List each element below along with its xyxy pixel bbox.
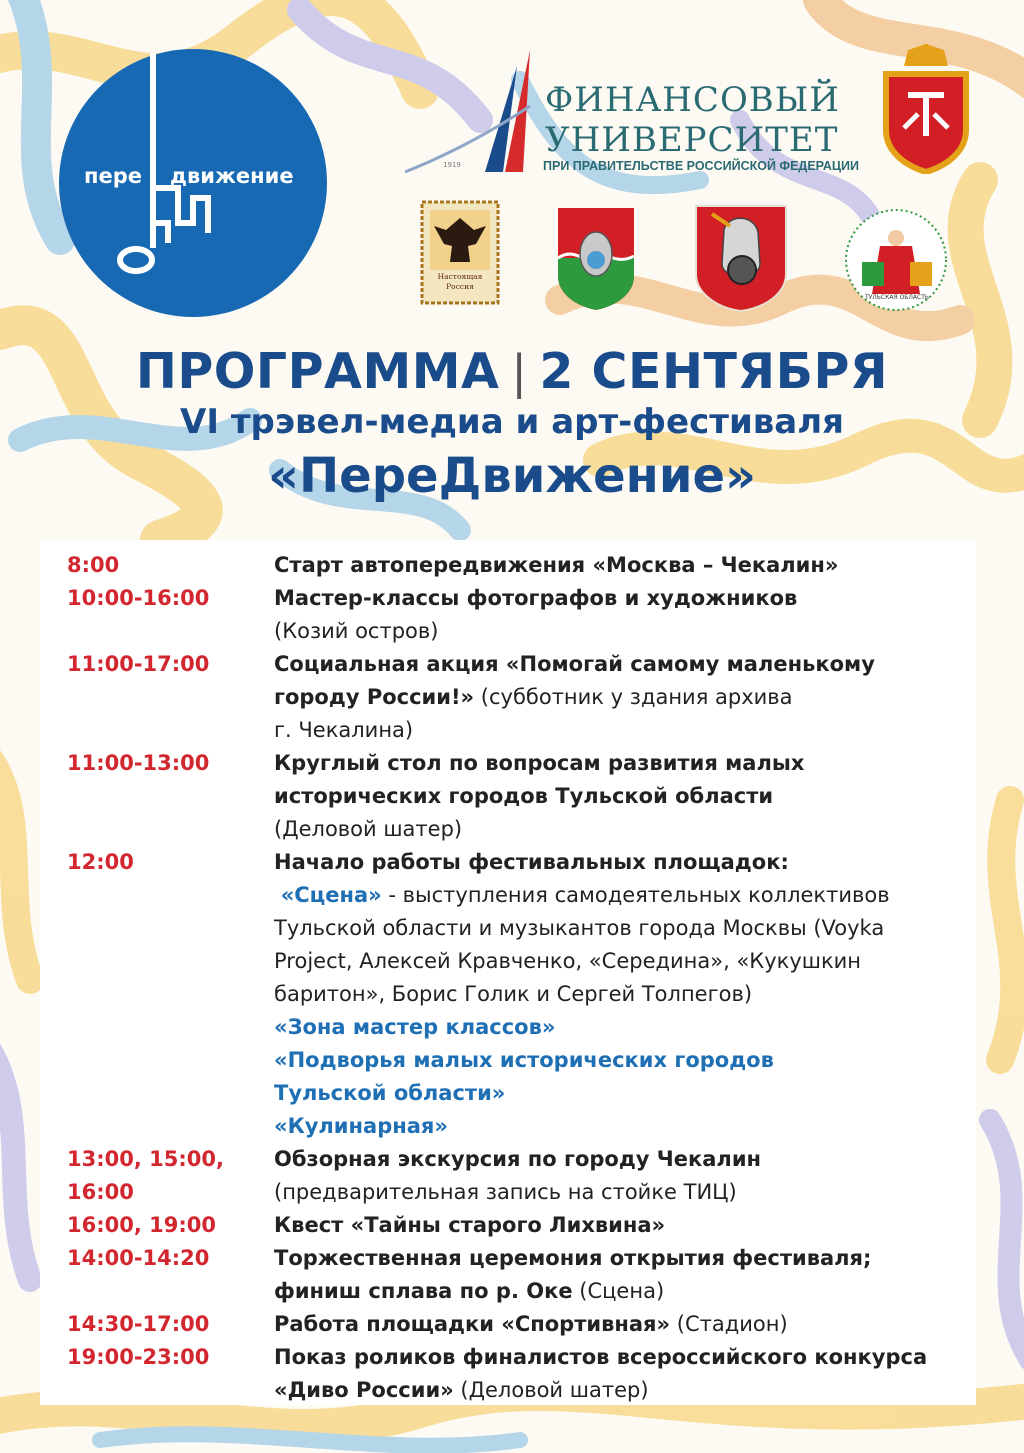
venue-historic-towns-2: Тульской области» <box>274 1081 506 1105</box>
schedule-time: 10:00-16:00 <box>67 586 210 610</box>
venue-scene: «Сцена» <box>280 883 382 907</box>
event-title-line-2: городу России!» <box>274 685 475 709</box>
event-title: Начало работы фестивальных площадок: <box>274 850 789 874</box>
fin-title-line-1: ФИНАНСОВЫЙ <box>545 80 840 120</box>
event-note: (Козий остров) <box>274 619 439 643</box>
schedule-time <box>67 1143 274 1209</box>
event-title-line-2: финиш сплава по р. Оке <box>274 1279 573 1303</box>
schedule-time: 11:00-13:00 <box>67 751 210 775</box>
schedule-time: 8:00 <box>67 553 120 577</box>
event-note: (Сцена) <box>572 1279 665 1303</box>
event-note: (Деловой шатер) <box>274 817 463 841</box>
schedule-row <box>67 549 967 582</box>
venue-master-classes: «Зона мастер классов» <box>274 1015 556 1039</box>
schedule-time-line-1: 13:00, 15:00, <box>67 1147 224 1171</box>
event-note: (предварительная запись на стойке ТИЦ) <box>274 1180 737 1204</box>
schedule-desc <box>274 1308 967 1341</box>
schedule-desc <box>274 648 967 747</box>
round-emblem-text: ТУЛЬСКАЯ ОБЛАСТЬ <box>864 294 929 301</box>
schedule-time: 14:30-17:00 <box>67 1312 210 1336</box>
schedule-time: 12:00 <box>67 850 134 874</box>
event-title-line-1: Показ роликов финалистов всероссийского конкурса <box>274 1345 928 1369</box>
event-title-line-2: «Диво России» <box>274 1378 454 1402</box>
schedule-desc <box>274 1242 967 1308</box>
event-title: Обзорная экскурсия по городу Чекалин <box>274 1147 762 1171</box>
venue-historic-towns-1: «Подворья малых исторических городов <box>274 1048 774 1072</box>
heading-program: ПРОГРАММА <box>135 343 500 400</box>
festival-name: «ПереДвижение» <box>267 448 757 504</box>
schedule-row <box>67 1143 967 1209</box>
schedule-row <box>67 648 967 747</box>
schedule-row <box>67 1209 967 1242</box>
schedule-desc <box>274 549 967 582</box>
fin-university-mark-icon <box>405 46 545 176</box>
event-note-2: г. Чекалина) <box>274 718 414 742</box>
tula-coat-of-arms-icon <box>878 44 974 174</box>
heading-separator: | <box>511 345 528 399</box>
event-title: Мастер-классы фотографов и художников <box>274 586 798 610</box>
schedule-time: 14:00-14:20 <box>67 1246 210 1270</box>
fin-title-line-2: УНИВЕРСИТЕТ <box>545 120 839 160</box>
schedule-desc <box>274 1209 967 1242</box>
nastoyaschaya-rossiya-stamp <box>420 200 500 305</box>
fin-subtitle: ПРИ ПРАВИТЕЛЬСТВЕ РОССИЙСКОЙ ФЕДЕРАЦИИ <box>543 159 860 173</box>
schedule-list <box>67 549 967 1407</box>
tula-folk-center-emblem <box>840 208 952 313</box>
event-note: (Деловой шатер) <box>453 1378 649 1402</box>
town-coat-of-arms <box>694 204 788 312</box>
scene-desc-3: Project, Алексей Кравченко, «Середина», «Кукушкин <box>274 949 862 973</box>
event-note: (Стадион) <box>670 1312 788 1336</box>
logo-word-1: пере <box>84 164 143 188</box>
schedule-row <box>67 1308 967 1341</box>
heading-subtitle: VI трэвел-медиа и арт-фестиваля <box>180 402 844 442</box>
schedule-desc <box>274 846 967 1143</box>
event-title-line-1: Торжественная церемония открытия фестиваля; <box>274 1246 872 1270</box>
financial-university-logo <box>405 46 860 176</box>
logo-word-2: движение <box>170 164 294 188</box>
scene-desc-4: баритон», Борис Голик и Сергей Толпегов) <box>274 982 753 1006</box>
event-note: (субботник у здания архива <box>474 685 793 709</box>
event-title-line-2: исторических городов Тульской области <box>274 784 774 808</box>
schedule-row <box>67 846 967 1143</box>
schedule-time: 11:00-17:00 <box>67 652 210 676</box>
lion-shield-icon <box>556 206 636 311</box>
schedule-desc <box>274 1341 967 1407</box>
event-title: Старт автопередвижения «Москва – Чекалин» <box>274 553 839 577</box>
schedule-time-line-2: 16:00 <box>67 1180 134 1204</box>
schedule-desc <box>274 1143 967 1209</box>
venue-culinary: «Кулинарная» <box>274 1114 448 1138</box>
event-title: Работа площадки «Спортивная» <box>274 1312 671 1336</box>
program-heading <box>0 344 1024 508</box>
festival-logo <box>58 48 328 318</box>
scene-desc-2: Тульской области и музыкантов города Москвы (Voyka <box>274 916 885 940</box>
event-title-line-1: Социальная акция «Помогай самому маленькому <box>274 652 875 676</box>
event-title-line-1: Круглый стол по вопросам развития малых <box>274 751 805 775</box>
schedule-desc <box>274 582 967 648</box>
schedule-row <box>67 1341 967 1407</box>
chekalin-coat-of-arms <box>556 206 636 311</box>
fin-year: 1919 <box>443 161 461 169</box>
schedule-row <box>67 747 967 846</box>
scene-desc-1: - выступления самодеятельных коллективов <box>381 883 890 907</box>
heading-date: 2 СЕНТЯБРЯ <box>539 343 889 400</box>
schedule-time: 16:00, 19:00 <box>67 1213 216 1237</box>
schedule-row <box>67 1242 967 1308</box>
stamp-text-2: Россия <box>446 282 474 291</box>
stamp-text-1: Настоящая <box>437 272 483 281</box>
lion-red-shield-icon <box>694 204 788 312</box>
schedule-row <box>67 582 967 648</box>
schedule-time: 19:00-23:00 <box>67 1345 210 1369</box>
tula-region-emblem <box>878 44 974 174</box>
heading-main <box>0 344 1024 400</box>
event-title: Квест «Тайны старого Лихвина» <box>274 1213 666 1237</box>
schedule-desc <box>274 747 967 846</box>
